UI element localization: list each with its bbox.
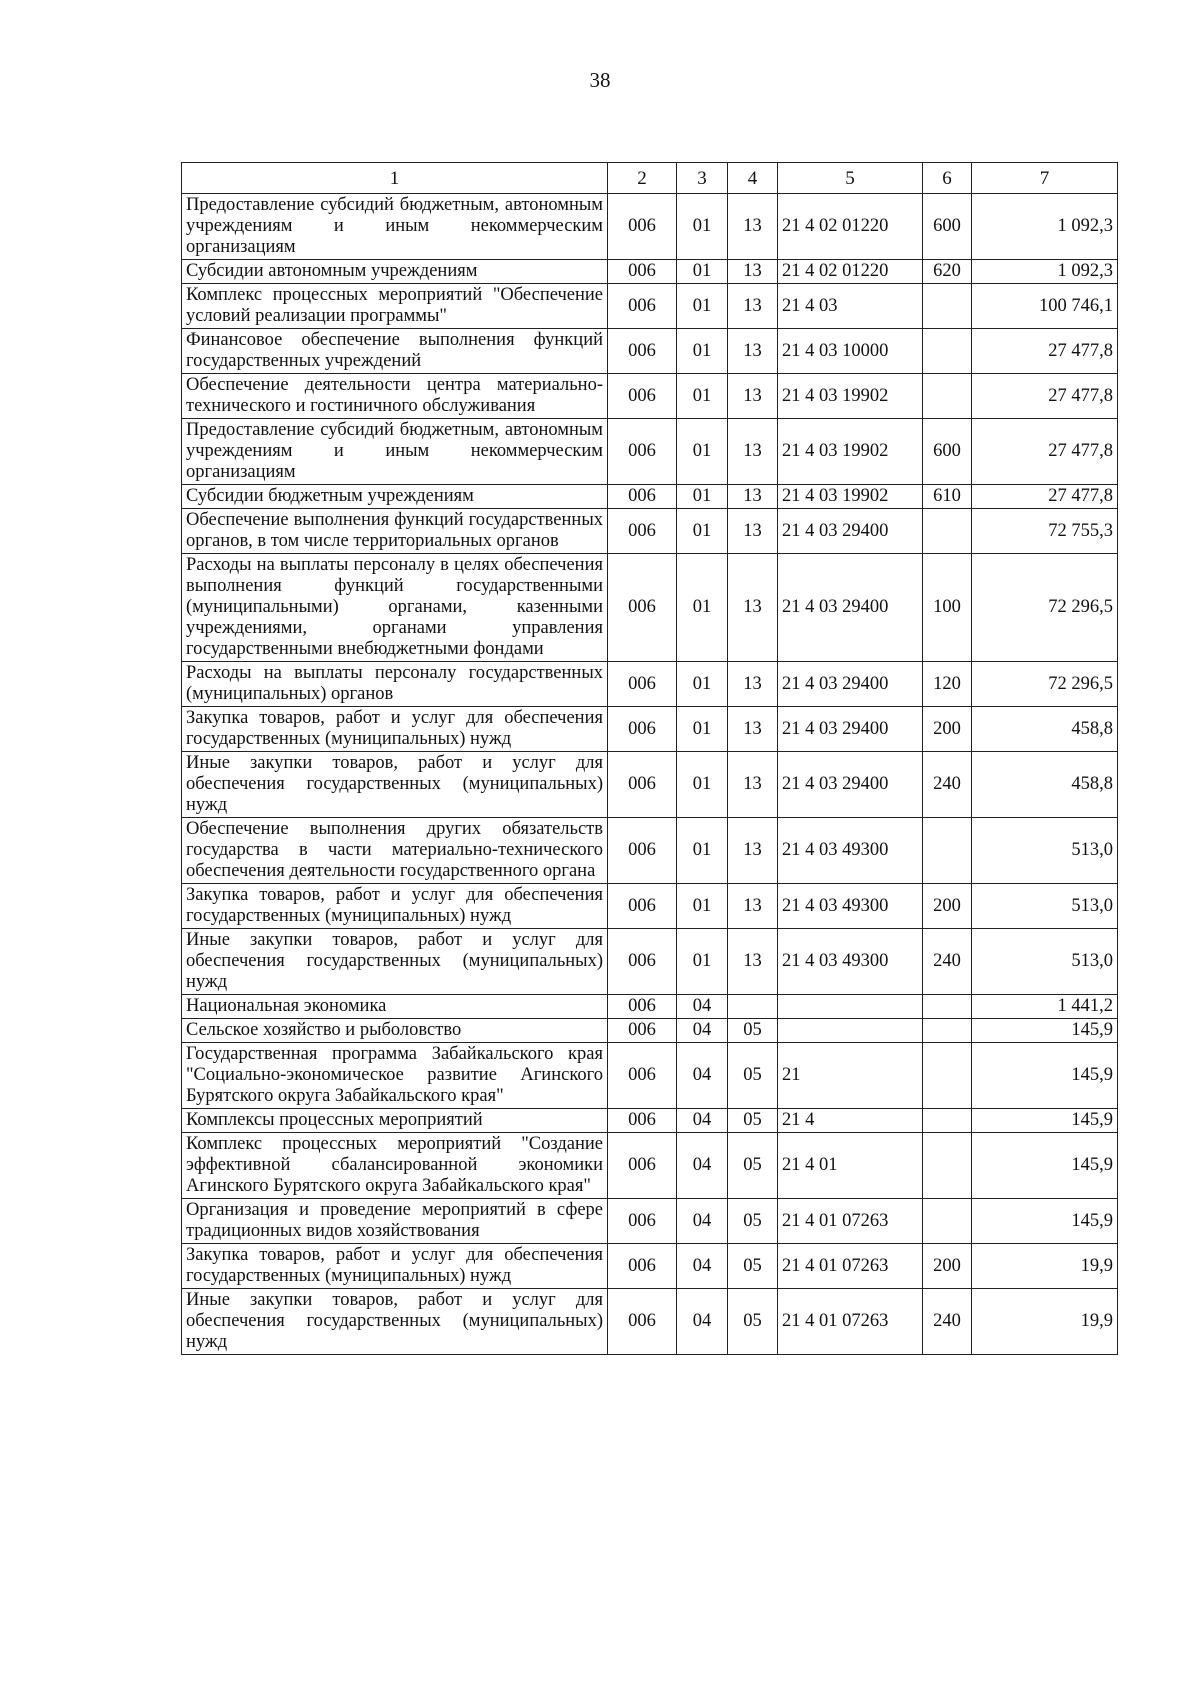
row-amount: 145,9 <box>972 1199 1118 1244</box>
row-subsection: 05 <box>728 1019 778 1043</box>
row-target-article: 21 4 03 29400 <box>778 509 923 554</box>
row-subsection: 05 <box>728 1289 778 1355</box>
row-name: Закупка товаров, работ и услуг для обеспечения государственных (муниципальных) нужд <box>182 707 608 752</box>
table-row <box>182 1199 1118 1244</box>
table-row <box>182 1133 1118 1199</box>
table-row <box>182 818 1118 884</box>
row-amount: 19,9 <box>972 1244 1118 1289</box>
row-target-article: 21 4 03 49300 <box>778 884 923 929</box>
row-amount: 1 092,3 <box>972 260 1118 284</box>
row-subsection: 05 <box>728 1109 778 1133</box>
row-name: Организация и проведение мероприятий в сфере традиционных видов хозяйствования <box>182 1199 608 1244</box>
table-row <box>182 284 1118 329</box>
row-grbs: 006 <box>608 260 677 284</box>
row-section: 01 <box>677 662 728 707</box>
row-grbs: 006 <box>608 1019 677 1043</box>
row-amount: 72 296,5 <box>972 662 1118 707</box>
header-cell-5: 5 <box>778 163 923 194</box>
row-subsection: 13 <box>728 419 778 485</box>
row-expense-type <box>923 1019 972 1043</box>
row-subsection: 05 <box>728 1133 778 1199</box>
row-name: Комплексы процессных мероприятий <box>182 1109 608 1133</box>
row-expense-type: 240 <box>923 752 972 818</box>
row-amount: 145,9 <box>972 1109 1118 1133</box>
row-target-article: 21 4 03 49300 <box>778 929 923 995</box>
row-target-article: 21 <box>778 1043 923 1109</box>
row-amount: 72 755,3 <box>972 509 1118 554</box>
row-grbs: 006 <box>608 284 677 329</box>
row-amount: 513,0 <box>972 929 1118 995</box>
row-grbs: 006 <box>608 995 677 1019</box>
row-name: Обеспечение выполнения других обязательств государства в части материально-технического обеспечения деятельности государственного органа <box>182 818 608 884</box>
row-name: Государственная программа Забайкальского края "Социально-экономическое развитие Агинского Бурятского округа Забайкальского края" <box>182 1043 608 1109</box>
row-grbs: 006 <box>608 1289 677 1355</box>
row-amount: 27 477,8 <box>972 329 1118 374</box>
row-name: Расходы на выплаты персоналу государственных (муниципальных) органов <box>182 662 608 707</box>
row-expense-type: 240 <box>923 929 972 995</box>
row-target-article: 21 4 03 19902 <box>778 419 923 485</box>
header-cell-3: 3 <box>677 163 728 194</box>
row-section: 01 <box>677 485 728 509</box>
row-expense-type <box>923 284 972 329</box>
row-grbs: 006 <box>608 1244 677 1289</box>
row-name: Расходы на выплаты персоналу в целях обеспечения выполнения функций государственными (муниципальными) органами, казенными учреждениями, органами управления государственными внебюджетными фондами <box>182 554 608 662</box>
header-cell-7: 7 <box>972 163 1118 194</box>
row-amount: 145,9 <box>972 1133 1118 1199</box>
row-amount: 100 746,1 <box>972 284 1118 329</box>
row-expense-type <box>923 1199 972 1244</box>
row-expense-type <box>923 1043 972 1109</box>
row-name: Предоставление субсидий бюджетным, автономным учреждениям и иным некоммерческим организациям <box>182 194 608 260</box>
row-expense-type: 240 <box>923 1289 972 1355</box>
row-expense-type: 100 <box>923 554 972 662</box>
row-name: Обеспечение выполнения функций государственных органов, в том числе территориальных органов <box>182 509 608 554</box>
row-expense-type: 600 <box>923 194 972 260</box>
table-row <box>182 554 1118 662</box>
table-row <box>182 1244 1118 1289</box>
row-target-article: 21 4 02 01220 <box>778 194 923 260</box>
row-target-article: 21 4 01 07263 <box>778 1244 923 1289</box>
row-grbs: 006 <box>608 374 677 419</box>
row-subsection: 13 <box>728 284 778 329</box>
row-section: 01 <box>677 374 728 419</box>
row-subsection: 13 <box>728 707 778 752</box>
table-row <box>182 929 1118 995</box>
row-expense-type <box>923 509 972 554</box>
row-expense-type: 120 <box>923 662 972 707</box>
row-subsection: 13 <box>728 554 778 662</box>
row-name: Национальная экономика <box>182 995 608 1019</box>
table-row <box>182 1019 1118 1043</box>
row-target-article: 21 4 01 07263 <box>778 1289 923 1355</box>
row-target-article: 21 4 03 19902 <box>778 374 923 419</box>
table-row <box>182 752 1118 818</box>
table-row <box>182 374 1118 419</box>
row-name: Субсидии автономным учреждениям <box>182 260 608 284</box>
table-row <box>182 662 1118 707</box>
row-grbs: 006 <box>608 752 677 818</box>
row-target-article: 21 4 03 10000 <box>778 329 923 374</box>
row-amount: 27 477,8 <box>972 419 1118 485</box>
row-expense-type <box>923 818 972 884</box>
row-subsection <box>728 995 778 1019</box>
row-section: 04 <box>677 1019 728 1043</box>
row-grbs: 006 <box>608 554 677 662</box>
row-expense-type <box>923 995 972 1019</box>
row-section: 01 <box>677 284 728 329</box>
row-target-article: 21 4 01 07263 <box>778 1199 923 1244</box>
row-expense-type <box>923 1133 972 1199</box>
row-name: Субсидии бюджетным учреждениям <box>182 485 608 509</box>
row-section: 01 <box>677 329 728 374</box>
row-expense-type: 610 <box>923 485 972 509</box>
row-section: 01 <box>677 260 728 284</box>
budget-table <box>181 162 1118 1355</box>
row-grbs: 006 <box>608 707 677 752</box>
row-target-article: 21 4 03 49300 <box>778 818 923 884</box>
row-subsection: 13 <box>728 374 778 419</box>
row-grbs: 006 <box>608 818 677 884</box>
row-amount: 513,0 <box>972 818 1118 884</box>
row-amount: 458,8 <box>972 707 1118 752</box>
row-expense-type <box>923 1109 972 1133</box>
row-subsection: 13 <box>728 929 778 995</box>
row-amount: 72 296,5 <box>972 554 1118 662</box>
row-section: 01 <box>677 752 728 818</box>
row-expense-type: 600 <box>923 419 972 485</box>
table-row <box>182 329 1118 374</box>
row-section: 01 <box>677 554 728 662</box>
row-grbs: 006 <box>608 419 677 485</box>
table-row <box>182 995 1118 1019</box>
table-row <box>182 707 1118 752</box>
table-row <box>182 509 1118 554</box>
row-name: Закупка товаров, работ и услуг для обеспечения государственных (муниципальных) нужд <box>182 1244 608 1289</box>
row-grbs: 006 <box>608 662 677 707</box>
row-grbs: 006 <box>608 1043 677 1109</box>
row-name: Иные закупки товаров, работ и услуг для обеспечения государственных (муниципальных) нужд <box>182 929 608 995</box>
row-amount: 19,9 <box>972 1289 1118 1355</box>
row-subsection: 13 <box>728 509 778 554</box>
row-target-article <box>778 1019 923 1043</box>
row-target-article <box>778 995 923 1019</box>
header-cell-2: 2 <box>608 163 677 194</box>
row-subsection: 13 <box>728 662 778 707</box>
row-grbs: 006 <box>608 485 677 509</box>
row-expense-type <box>923 374 972 419</box>
row-amount: 27 477,8 <box>972 374 1118 419</box>
row-grbs: 006 <box>608 929 677 995</box>
row-grbs: 006 <box>608 884 677 929</box>
row-target-article: 21 4 02 01220 <box>778 260 923 284</box>
table-row <box>182 419 1118 485</box>
table-row <box>182 884 1118 929</box>
row-subsection: 13 <box>728 752 778 818</box>
row-section: 04 <box>677 1109 728 1133</box>
row-grbs: 006 <box>608 1109 677 1133</box>
row-amount: 1 441,2 <box>972 995 1118 1019</box>
row-grbs: 006 <box>608 329 677 374</box>
row-target-article: 21 4 03 29400 <box>778 707 923 752</box>
row-expense-type: 200 <box>923 707 972 752</box>
row-section: 01 <box>677 818 728 884</box>
row-subsection: 13 <box>728 260 778 284</box>
page-number: 38 <box>589 68 611 92</box>
row-target-article: 21 4 03 29400 <box>778 662 923 707</box>
row-amount: 145,9 <box>972 1043 1118 1109</box>
row-target-article: 21 4 03 29400 <box>778 752 923 818</box>
row-subsection: 05 <box>728 1244 778 1289</box>
row-amount: 145,9 <box>972 1019 1118 1043</box>
row-name: Сельское хозяйство и рыболовство <box>182 1019 608 1043</box>
row-amount: 458,8 <box>972 752 1118 818</box>
row-name: Комплекс процессных мероприятий "Создание эффективной сбалансированной экономики Агинского Бурятского округа Забайкальского края" <box>182 1133 608 1199</box>
table-row <box>182 1043 1118 1109</box>
row-expense-type: 200 <box>923 1244 972 1289</box>
row-grbs: 006 <box>608 509 677 554</box>
row-target-article: 21 4 03 29400 <box>778 554 923 662</box>
row-amount: 27 477,8 <box>972 485 1118 509</box>
table-row <box>182 1289 1118 1355</box>
row-expense-type: 620 <box>923 260 972 284</box>
row-section: 01 <box>677 419 728 485</box>
row-name: Иные закупки товаров, работ и услуг для обеспечения государственных (муниципальных) нужд <box>182 752 608 818</box>
row-target-article: 21 4 <box>778 1109 923 1133</box>
row-grbs: 006 <box>608 194 677 260</box>
row-subsection: 13 <box>728 194 778 260</box>
row-section: 04 <box>677 1199 728 1244</box>
row-name: Обеспечение деятельности центра материально-технического и гостиничного обслуживания <box>182 374 608 419</box>
row-amount: 513,0 <box>972 884 1118 929</box>
row-amount: 1 092,3 <box>972 194 1118 260</box>
row-grbs: 006 <box>608 1133 677 1199</box>
row-section: 04 <box>677 1043 728 1109</box>
header-row <box>182 163 1118 194</box>
row-section: 01 <box>677 707 728 752</box>
row-expense-type: 200 <box>923 884 972 929</box>
row-section: 01 <box>677 929 728 995</box>
header-cell-4: 4 <box>728 163 778 194</box>
row-name: Предоставление субсидий бюджетным, автономным учреждениям и иным некоммерческим организациям <box>182 419 608 485</box>
row-grbs: 006 <box>608 1199 677 1244</box>
row-subsection: 05 <box>728 1043 778 1109</box>
row-section: 04 <box>677 1133 728 1199</box>
row-target-article: 21 4 03 <box>778 284 923 329</box>
row-section: 04 <box>677 1289 728 1355</box>
row-expense-type <box>923 329 972 374</box>
header-cell-1: 1 <box>182 163 608 194</box>
table-row <box>182 1109 1118 1133</box>
table-row <box>182 194 1118 260</box>
row-name: Комплекс процессных мероприятий "Обеспечение условий реализации программы" <box>182 284 608 329</box>
row-target-article: 21 4 03 19902 <box>778 485 923 509</box>
row-subsection: 05 <box>728 1199 778 1244</box>
row-name: Финансовое обеспечение выполнения функций государственных учреждений <box>182 329 608 374</box>
row-section: 01 <box>677 509 728 554</box>
row-section: 04 <box>677 995 728 1019</box>
row-name: Иные закупки товаров, работ и услуг для обеспечения государственных (муниципальных) нужд <box>182 1289 608 1355</box>
row-section: 01 <box>677 194 728 260</box>
header-cell-6: 6 <box>923 163 972 194</box>
row-subsection: 13 <box>728 818 778 884</box>
row-name: Закупка товаров, работ и услуг для обеспечения государственных (муниципальных) нужд <box>182 884 608 929</box>
table-row <box>182 485 1118 509</box>
row-subsection: 13 <box>728 329 778 374</box>
row-section: 04 <box>677 1244 728 1289</box>
row-target-article: 21 4 01 <box>778 1133 923 1199</box>
row-subsection: 13 <box>728 884 778 929</box>
table-row <box>182 260 1118 284</box>
row-subsection: 13 <box>728 485 778 509</box>
row-section: 01 <box>677 884 728 929</box>
